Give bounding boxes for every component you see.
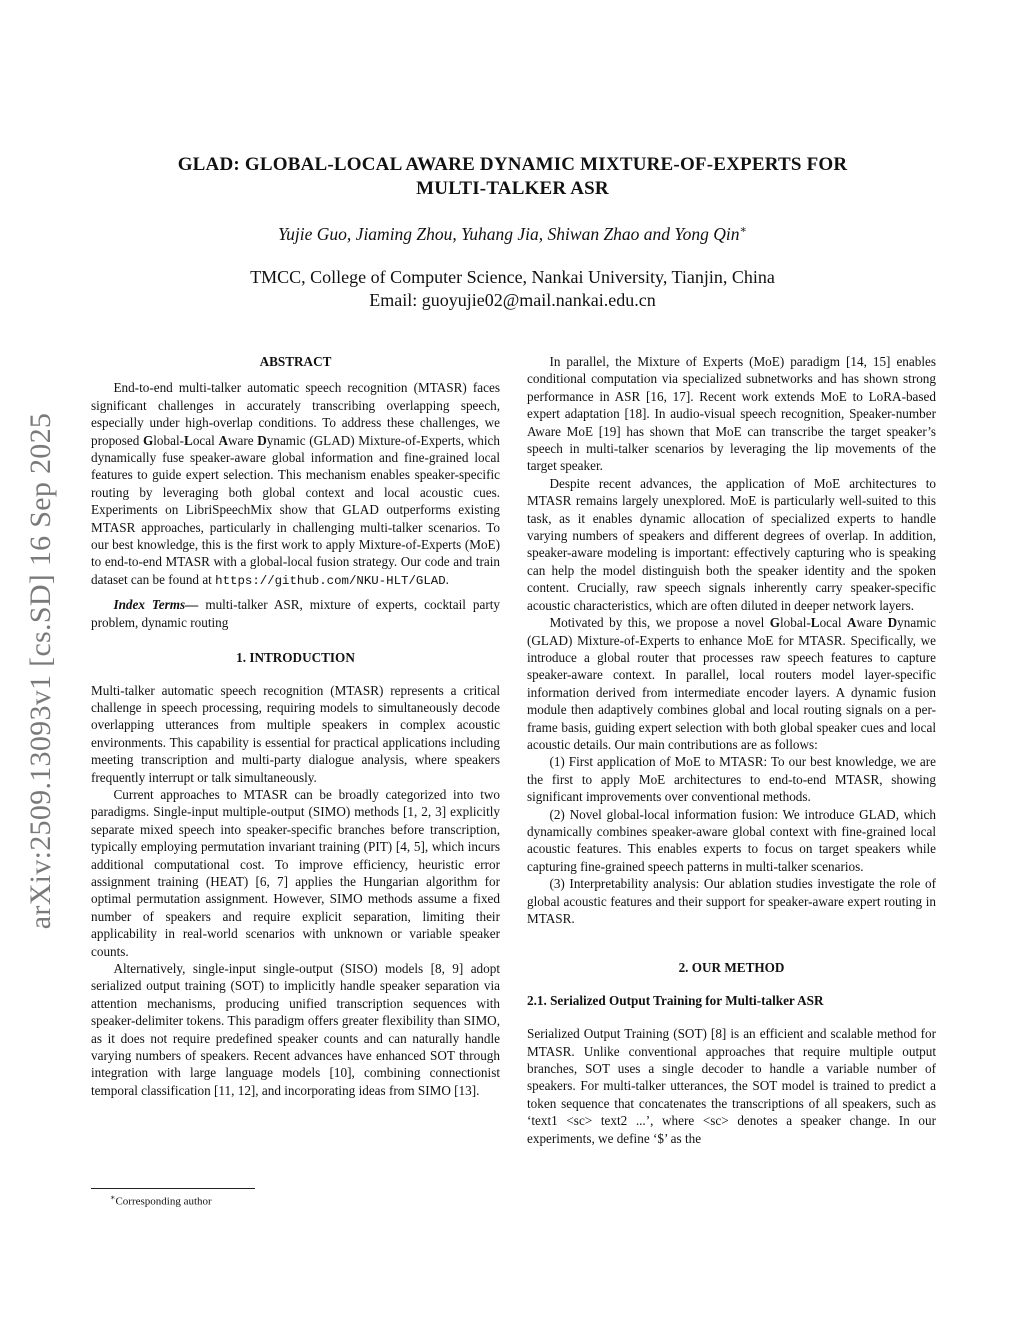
intro-paragraph-2: Current approaches to MTASR can be broadly categorized into two paradigms. Single-input multiple-output (SIMO) methods [1, 2, 3] explicitly separate mixed speech into speaker-specific branches before transcription, typically employing permutation invariant training (PIT) [4, 5], which incurs additional computational cost. To improve efficiency, heuristic error assignment training (HEAT) [6, 7] applies the Hungarian algorithm for optimal permutation assignment. However, SIMO methods assume a fixed number of speakers and require explicit separation, limiting their applicability in real-world scenarios with unknown or variable speaker counts.	[91, 786, 500, 959]
title-line-1: GLAD: GLOBAL-LOCAL AWARE DYNAMIC MIXTURE-OF-EXPERTS FOR	[177, 154, 848, 175]
footnote-rule	[91, 1188, 255, 1189]
arxiv-identifier-text: arXiv:2509.13093v1 [cs.SD] 16 Sep 2025	[24, 412, 57, 930]
abstract-heading: ABSTRACT	[259, 354, 332, 369]
introduction-heading: 1. INTRODUCTION	[236, 650, 355, 666]
corresponding-author-mark: ∗	[739, 224, 747, 236]
index-terms: Index Terms— multi-talker ASR, mixture of experts, cocktail party problem, dynamic routing	[91, 597, 500, 630]
footnote: ∗Corresponding author	[110, 1193, 212, 1208]
intro-paragraph-4: In parallel, the Mixture of Experts (MoE) paradigm [14, 15] enables conditional computation via specialized subnetworks and has shown strong performance in ASR [16, 17]. Recent work extends MoE to LoRA-based expert adaptation [18]. In audio-visual speech recognition, Speaker-number Aware MoE [19] has shown that MoE can transcribe the target speaker’s speech in multi-talker scenarios by leveraging the lip movements of the target speaker.	[527, 354, 936, 474]
author-list	[90, 223, 935, 245]
author-names: Yujie Guo, Jiaming Zhou, Yuhang Jia, Shiwan Zhao and Yong Qin	[278, 223, 740, 244]
paper-title	[90, 153, 935, 201]
author-email[interactable]: Email: guoyujie02@mail.nankai.edu.cn	[369, 290, 656, 310]
affiliation: TMCC, College of Computer Science, Nankai University, Tianjin, China	[250, 267, 775, 287]
abstract-text: End-to-end multi-talker automatic speech recognition (MTASR) faces significant challenges in accurately transcribing overlapping speech, especially under high-overlap conditions. To address these challenges, we proposed Global-Local Aware Dynamic (GLAD) Mixture-of-Experts, which dynamically fuse speaker-aware global information and fine-grained local features to guide expert selection. This mechanism enables speaker-specific routing by leveraging both global context and local acoustic cues. Experiments on LibriSpeechMix show that GLAD outperforms existing MTASR approaches, particularly in challenging multi-talker scenarios. To our best knowledge, this is the first work to apply Mixture-of-Experts (MoE) to end-to-end MTASR with a global-local fusion strategy. Our code and train dataset can be found at https://github.com/NKU-HLT/GLAD.	[91, 380, 500, 588]
intro-paragraph-1: Multi-talker automatic speech recognition (MTASR) represents a critical challenge in speech processing, requiring models to simultaneously decode overlapping utterances from multiple speakers in complex acoustic environments. This capability is essential for practical applications including meeting transcription and multi-party dialogue analysis, where speakers frequently interrupt or talk simultaneously.	[91, 682, 500, 785]
index-terms-label: Index Terms—	[113, 597, 199, 613]
arxiv-identifier	[19, 375, 63, 967]
contribution-3: (3) Interpretability analysis: Our ablation studies investigate the role of global acoustic features and their support for speaker-aware expert routing in MTASR.	[527, 876, 936, 926]
intro-paragraph-6: Motivated by this, we propose a novel Global-Local Aware Dynamic (GLAD) Mixture-of-Experts to enhance MoE for MTASR. Specifically, we introduce a global router that processes raw speech features to capture speaker-aware context. In parallel, local routers model layer-specific information derived from intermediate encoder layers. A dynamic fusion module then adaptively combines global and local routing signals on a per-frame basis, guiding expert selection with both global speaker cues and local acoustic details. Our main contributions are as follows:	[527, 615, 936, 752]
right-column	[527, 353, 936, 1147]
title-line-2: MULTI-TALKER ASR	[416, 178, 609, 199]
contribution-2: (2) Novel global-local information fusion: We introduce GLAD, which dynamically combines speaker-aware global context with fine-grained local acoustic features. This enables experts to focus on target speakers while capturing fine-grained speech patterns in multi-talker scenarios.	[527, 806, 936, 874]
affiliation-block	[90, 266, 935, 312]
intro-paragraph-3: Alternatively, single-input single-output (SISO) models [8, 9] adopt serialized output training (SOT) to implicitly handle speaker separation via attention mechanisms, producing unified transcription sequences with speaker-delimiter tokens. This paradigm offers greater flexibility than SIMO, as it does not require predefined speaker counts and can naturally handle varying numbers of speakers. Recent advances have enhanced SOT through integration with large language models [10], combining connectionist temporal classification [11, 12], and incorporating ideas from SIMO [13].	[91, 961, 500, 1098]
method-heading: 2. OUR METHOD	[678, 960, 785, 976]
contribution-1: (1) First application of MoE to MTASR: To our best knowledge, we are the first to apply MoE architectures to end-to-end MTASR, showing significant improvements over conventional methods.	[527, 754, 936, 805]
method-paragraph-1: Serialized Output Training (SOT) [8] is an efficient and scalable method for MTASR. Unlike conventional approaches that require multiple output branches, SOT uses a single decoder to handle a variable number of speakers. For multi-talker utterances, the SOT model is trained to predict a token sequence that concatenates the transcriptions of all speakers, such as ‘text1 <sc> text2 ...’, where <sc> denotes a speaker change. In our experiments, we define ‘$’ as the	[527, 1026, 936, 1146]
intro-paragraph-5: Despite recent advances, the application of MoE architectures to MTASR remains largely unexplored. MoE is particularly well-suited to this task, as it enables dynamic allocation of specialized experts to handle varying numbers of speakers and different degrees of overlap. In addition, speaker-aware modeling is important: effectively capturing who is speaking can help the model distinguish both the speaker identity and the spoken content. Crucially, raw speech signals inherently carry speaker-specific acoustic characteristics, which are often diluted in deeper network layers.	[527, 475, 936, 613]
sot-subsection-heading: 2.1. Serialized Output Training for Multi-talker ASR	[527, 992, 824, 1008]
left-column	[91, 353, 500, 1099]
code-link[interactable]: https://github.com/NKU-HLT/GLAD	[215, 573, 446, 588]
